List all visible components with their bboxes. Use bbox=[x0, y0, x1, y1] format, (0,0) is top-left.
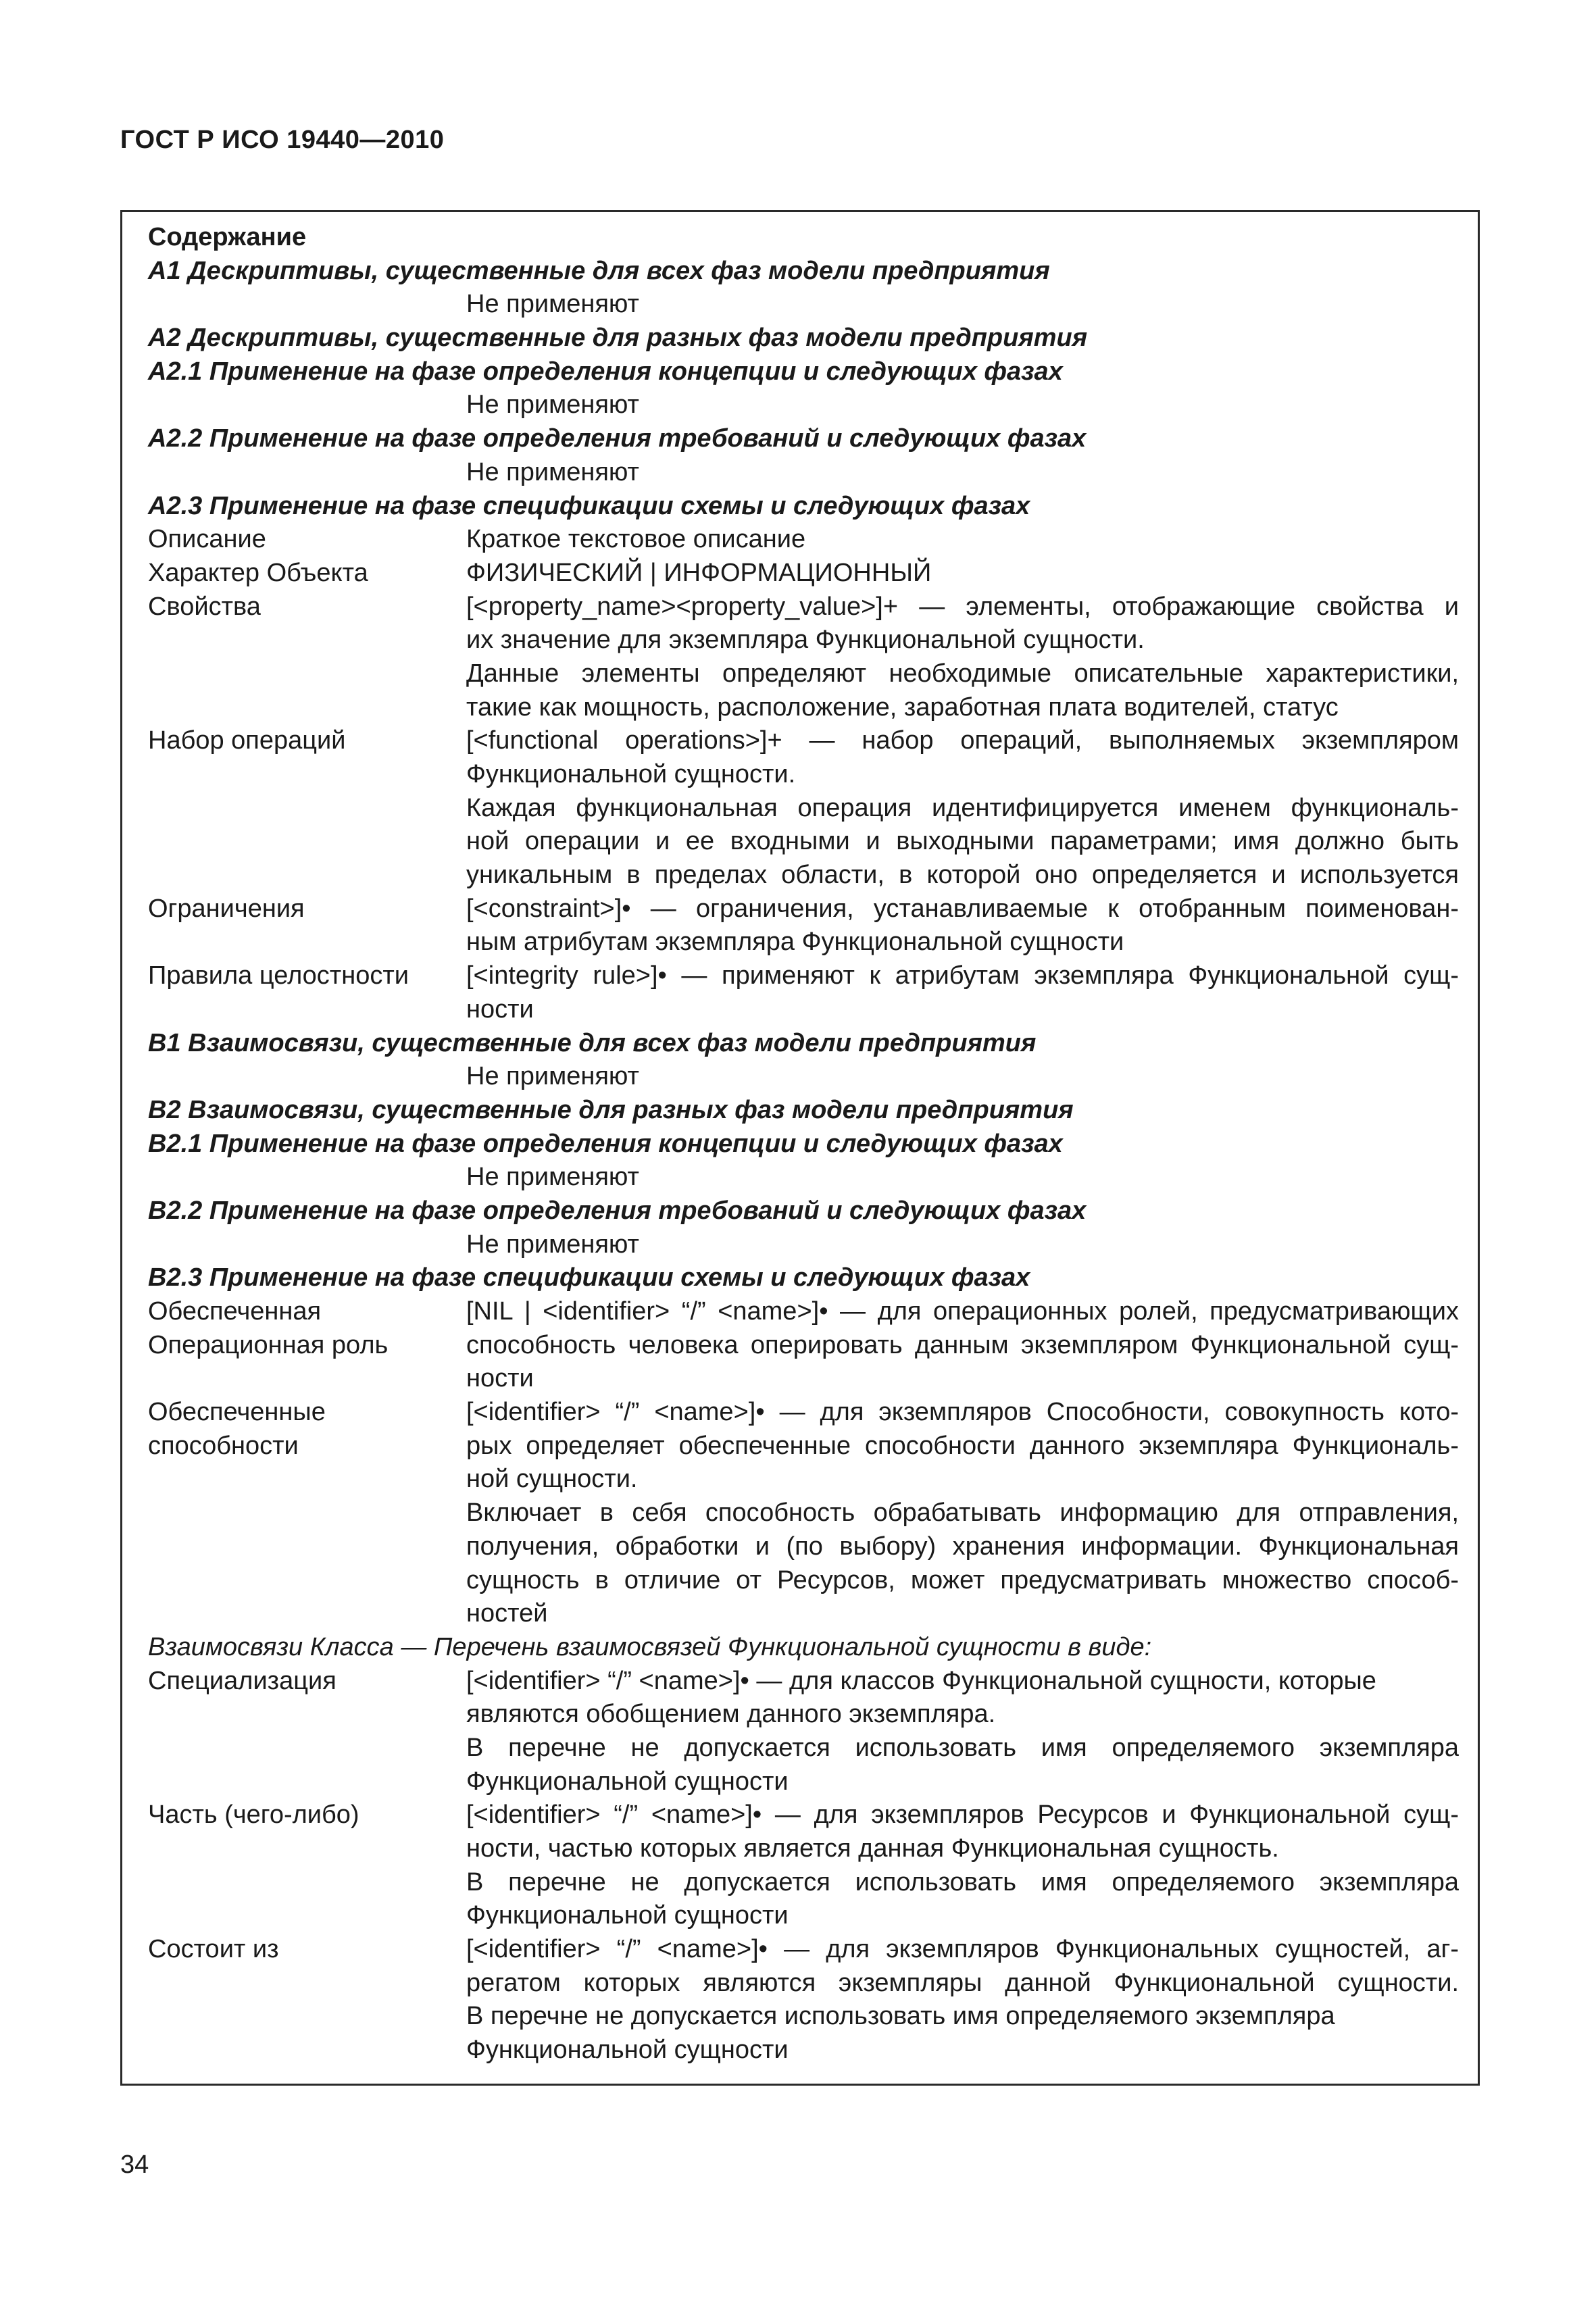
attribute-row bbox=[148, 959, 1459, 993]
class-relations-note: Взаимосвязи Класса — Перечень взаимосвязей Функциональной сущности в виде: bbox=[148, 1632, 1152, 1661]
section-heading: В2.2 Применение на фазе определения требований и следующих фазах bbox=[148, 1196, 1087, 1225]
attribute-row bbox=[148, 1698, 1459, 1732]
attribute-value: сущность в отличие от Ресурсов, может предусматривать множество способ- bbox=[466, 1565, 1459, 1594]
attribute-label: способности bbox=[148, 1431, 299, 1460]
attribute-value: Функциональной сущности bbox=[466, 1767, 789, 1796]
attribute-value: [<integrity rule>]• — применяют к атрибутам экземпляра Функциональной сущ- bbox=[466, 961, 1459, 990]
attribute-row bbox=[148, 1463, 1459, 1496]
attribute-value: ным атрибутам экземпляра Функциональной сущности bbox=[466, 928, 1124, 957]
attribute-value: ной сущности. bbox=[466, 1465, 638, 1494]
not-applicable-note: Не применяют bbox=[466, 1163, 639, 1192]
attribute-value: [<identifier> “/” <name>]• — для экземпляров Ресурсов и Функциональной сущ- bbox=[466, 1801, 1459, 1830]
attribute-value: ной операции и ее входными и выходными параметрами; имя должно быть bbox=[466, 827, 1459, 856]
attribute-value: ности bbox=[466, 1364, 534, 1393]
attribute-row bbox=[148, 993, 1459, 1027]
attribute-label: Описание bbox=[148, 525, 266, 554]
attribute-value: рых определяет обеспеченные способности данного экземпляра Функциональ- bbox=[466, 1431, 1459, 1460]
attribute-value: являются обобщением данного экземпляра. bbox=[466, 1700, 996, 1729]
not-applicable-note: Не применяют bbox=[466, 290, 639, 319]
attribute-row bbox=[148, 1496, 1459, 1530]
not-applicable-note: Не применяют bbox=[466, 1230, 639, 1259]
attribute-row bbox=[148, 1732, 1459, 1765]
attribute-value: уникальным в пределах области, в которой оно определяется и используется bbox=[466, 861, 1459, 890]
attribute-value: [<constraint>]• — ограничения, устанавливаемые к отобранным поименован- bbox=[466, 894, 1459, 923]
attribute-label: Свойства bbox=[148, 592, 261, 621]
attribute-row bbox=[148, 590, 1459, 624]
attribute-value: В перечне не допускается использовать имя определяемого экземпляра bbox=[466, 1867, 1459, 1896]
attribute-row bbox=[148, 2000, 1459, 2034]
attribute-row bbox=[148, 2034, 1459, 2067]
attribute-row bbox=[148, 792, 1459, 826]
attribute-row bbox=[148, 859, 1459, 892]
attribute-row bbox=[148, 892, 1459, 926]
attribute-label: Специализация bbox=[148, 1666, 336, 1695]
attribute-row bbox=[148, 1799, 1459, 1832]
attribute-row bbox=[148, 1765, 1459, 1799]
attribute-value: получения, обработки и (по выбору) хранения информации. Функциональная bbox=[466, 1532, 1459, 1561]
attribute-value: Функциональной сущности. bbox=[466, 760, 796, 788]
attribute-value: их значение для экземпляра Функциональной сущности. bbox=[466, 626, 1145, 655]
attribute-value: [<identifier> “/” <name>]• — для экземпляров Способности, совокупность кото- bbox=[466, 1398, 1459, 1427]
attribute-label: Характер Объекта bbox=[148, 558, 368, 587]
attribute-label: Состоит из bbox=[148, 1935, 279, 1964]
attribute-row bbox=[148, 691, 1459, 725]
page-number: 34 bbox=[120, 2150, 149, 2179]
attribute-row bbox=[148, 1362, 1459, 1396]
attribute-row bbox=[148, 1396, 1459, 1430]
attribute-value: такие как мощность, расположение, заработная плата водителей, статус bbox=[466, 693, 1339, 722]
attribute-label: Часть (чего-либо) bbox=[148, 1801, 359, 1830]
attribute-row bbox=[148, 825, 1459, 859]
attribute-row bbox=[148, 1597, 1459, 1631]
attribute-value: регатом которых являются экземпляры данной Функциональной сущности. bbox=[466, 1968, 1459, 1997]
attribute-row bbox=[148, 724, 1459, 758]
attribute-label: Операционная роль bbox=[148, 1330, 389, 1359]
not-applicable-note: Не применяют bbox=[466, 391, 639, 420]
attribute-value: Каждая функциональная операция идентифицируется именем функциональ- bbox=[466, 793, 1459, 822]
attribute-value: Функциональной сущности bbox=[466, 2036, 789, 2065]
content-lines bbox=[148, 221, 1459, 2067]
attribute-value: В перечне не допускается использовать имя определяемого экземпляра bbox=[466, 1733, 1459, 1762]
attribute-row bbox=[148, 557, 1459, 590]
section-heading: А2.3 Применение на фазе спецификации схемы и следующих фазах bbox=[148, 491, 1030, 520]
attribute-row bbox=[148, 1933, 1459, 1967]
section-heading: В2.3 Применение на фазе спецификации схемы и следующих фазах bbox=[148, 1263, 1030, 1292]
attribute-row bbox=[148, 1899, 1459, 1933]
attribute-value: [<functional operations>]+ — набор операций, выполняемых экземпляром bbox=[466, 726, 1459, 755]
attribute-label: Набор операций bbox=[148, 726, 346, 755]
attribute-value: [<property_name><property_value>]+ — элементы, отображающие свойства и bbox=[466, 592, 1459, 621]
attribute-value: Включает в себя способность обрабатывать информацию для отправления, bbox=[466, 1499, 1459, 1528]
attribute-value: [<identifier> “/” <name>]• — для экземпляров Функциональных сущностей, аг- bbox=[466, 1935, 1459, 1964]
section-heading: В2.1 Применение на фазе определения концепции и следующих фазах bbox=[148, 1129, 1063, 1158]
attribute-row bbox=[148, 1295, 1459, 1329]
section-heading: В2 Взаимосвязи, существенные для разных фаз модели предприятия bbox=[148, 1095, 1074, 1124]
attribute-row bbox=[148, 1832, 1459, 1866]
attribute-label: Обеспеченная bbox=[148, 1297, 322, 1326]
attribute-row bbox=[148, 1564, 1459, 1598]
attribute-row bbox=[148, 1430, 1459, 1463]
content-table bbox=[120, 210, 1480, 2086]
attribute-value: [NIL | <identifier> “/” <name>]• — для операционных ролей, предусматривающих bbox=[466, 1297, 1459, 1326]
section-heading: А2 Дескриптивы, существенные для разных фаз модели предприятия bbox=[148, 324, 1088, 353]
attribute-value: Краткое текстовое описание bbox=[466, 525, 806, 554]
attribute-row bbox=[148, 523, 1459, 557]
attribute-row bbox=[148, 624, 1459, 657]
section-heading: А2.1 Применение на фазе определения концепции и следующих фазах bbox=[148, 357, 1063, 386]
attribute-value: ностей bbox=[466, 1599, 548, 1628]
attribute-label: Обеспеченные bbox=[148, 1398, 326, 1427]
attribute-row bbox=[148, 758, 1459, 792]
not-applicable-note: Не применяют bbox=[466, 1062, 639, 1091]
attribute-value: Функциональной сущности bbox=[466, 1901, 789, 1930]
attribute-row bbox=[148, 1967, 1459, 2001]
attribute-row bbox=[148, 1866, 1459, 1900]
document-header: ГОСТ Р ИСО 19440—2010 bbox=[120, 126, 445, 154]
attribute-row bbox=[148, 657, 1459, 691]
attribute-value: способность человека оперировать данным экземпляром Функциональной сущ- bbox=[466, 1330, 1459, 1359]
not-applicable-note: Не применяют bbox=[466, 457, 639, 486]
attribute-row bbox=[148, 1530, 1459, 1564]
attribute-value: Данные элементы определяют необходимые описательные характеристики, bbox=[466, 659, 1459, 688]
attribute-label: Ограничения bbox=[148, 894, 305, 923]
section-heading: А1 Дескриптивы, существенные для всех фаз модели предприятия bbox=[148, 256, 1050, 285]
section-heading: В1 Взаимосвязи, существенные для всех фаз модели предприятия bbox=[148, 1028, 1037, 1057]
attribute-value: В перечне не допускается использовать имя определяемого экземпляра bbox=[466, 2002, 1335, 2031]
attribute-row bbox=[148, 926, 1459, 959]
attribute-row bbox=[148, 1665, 1459, 1699]
attribute-value: ФИЗИЧЕСКИЙ | ИНФОРМАЦИОННЫЙ bbox=[466, 558, 932, 587]
attribute-value: ности, частью которых является данная Функциональная сущность. bbox=[466, 1834, 1279, 1863]
attribute-value: [<identifier> “/” <name>]• — для классов Функциональной сущности, которые bbox=[466, 1666, 1376, 1695]
section-title: Содержание bbox=[148, 223, 307, 251]
attribute-label: Правила целостности bbox=[148, 961, 409, 990]
section-heading: А2.2 Применение на фазе определения требований и следующих фазах bbox=[148, 424, 1087, 453]
attribute-row bbox=[148, 1329, 1459, 1363]
attribute-value: ности bbox=[466, 995, 534, 1024]
